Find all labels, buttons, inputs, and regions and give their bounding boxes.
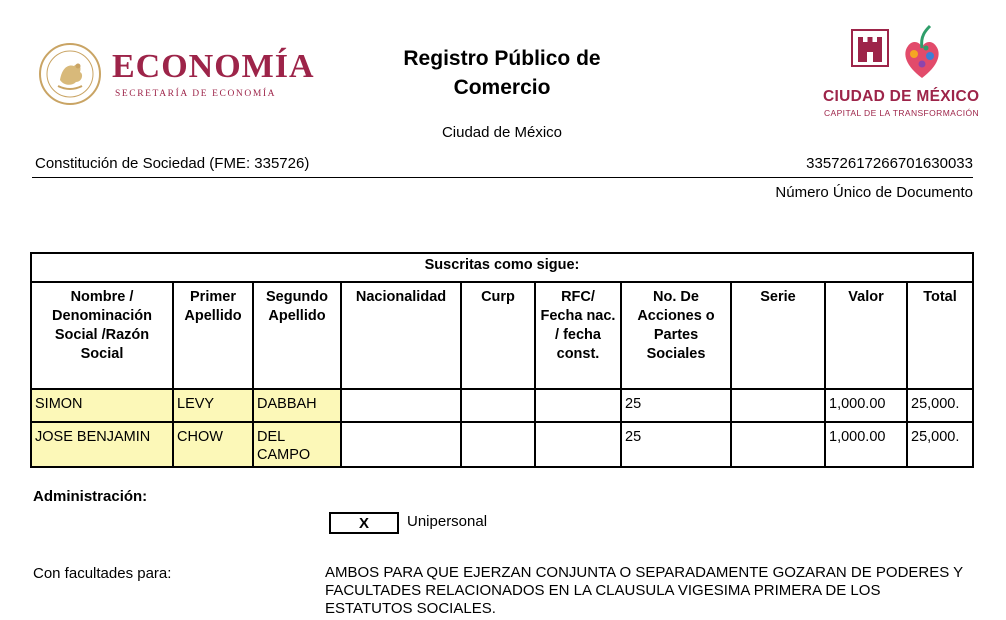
city-label: Ciudad de México (441, 124, 563, 141)
table-cell: SIMON (31, 389, 173, 422)
table-cell (535, 422, 621, 467)
title-line-1: Registro Público de (403, 47, 601, 70)
page-title (330, 44, 674, 102)
unipersonal-checkbox[interactable]: X (329, 512, 399, 534)
document-number-label: Número Único de Documento (775, 184, 973, 201)
column-header: Total (907, 282, 973, 389)
table-cell (341, 422, 461, 467)
economia-logo (38, 38, 338, 108)
column-header: RFC/ Fecha nac. / fecha const. (535, 282, 621, 389)
faculties-label: Con facultades para: (33, 565, 172, 582)
table-row (31, 389, 973, 422)
cdmx-name: CIUDAD DE MÉXICO (823, 88, 980, 105)
table-cell: 1,000.00 (825, 422, 907, 467)
table-cell: 25 (621, 389, 731, 422)
cdmx-tagline: CAPITAL DE LA TRANSFORMACIÓN (824, 108, 980, 118)
cdmx-logo (818, 24, 978, 124)
divider (32, 177, 973, 178)
column-header: Valor (825, 282, 907, 389)
table-cell: CHOW (173, 422, 253, 467)
column-header: Nacionalidad (341, 282, 461, 389)
column-header: Primer Apellido (173, 282, 253, 389)
unipersonal-label: Unipersonal (407, 513, 488, 530)
document-type: Constitución de Sociedad (FME: 335726) (35, 155, 310, 172)
faculties-text: AMBOS PARA QUE EJERZAN CONJUNTA O SEPARADAMENTE GOZARAN DE PODERES Y FACULTADES RELACIONADOS EN LA CLAUSULA VIGESIMA PRIMERA DE LOS ESTATUTOS SOCIALES. (325, 564, 963, 617)
castle-emblem-icon (850, 28, 890, 68)
table-cell (731, 389, 825, 422)
table-cell (461, 422, 535, 467)
national-seal-icon (38, 42, 102, 106)
administration-label: Administración: (33, 488, 148, 505)
column-header: Nombre / Denominación Social /Razón Social (31, 282, 173, 389)
table-cell: 25 (621, 422, 731, 467)
shares-table (30, 252, 974, 468)
table-cell (461, 389, 535, 422)
document-number: 33572617266701630033 (806, 155, 973, 172)
column-header: Segundo Apellido (253, 282, 341, 389)
table-cell (535, 389, 621, 422)
table-cell: 25,000. (907, 389, 973, 422)
table-row (31, 422, 973, 467)
table-header-row (31, 282, 973, 389)
heart-emblem-icon (900, 24, 944, 82)
column-header: Serie (731, 282, 825, 389)
table-cell (731, 422, 825, 467)
table-cell: 1,000.00 (825, 389, 907, 422)
table-cell (341, 389, 461, 422)
table-caption: Suscritas como sigue: (31, 253, 973, 282)
title-line-2: Comercio (453, 76, 551, 99)
table-cell: DEL CAMPO (253, 422, 341, 467)
column-header: Curp (461, 282, 535, 389)
economia-wordmark: ECONOMÍA (112, 48, 315, 85)
table-cell: 25,000. (907, 422, 973, 467)
table-cell: LEVY (173, 389, 253, 422)
table-cell: JOSE BENJAMIN (31, 422, 173, 467)
table-cell: DABBAH (253, 389, 341, 422)
economia-subtitle: SECRETARÍA DE ECONOMÍA (115, 89, 277, 99)
column-header: No. De Acciones o Partes Sociales (621, 282, 731, 389)
